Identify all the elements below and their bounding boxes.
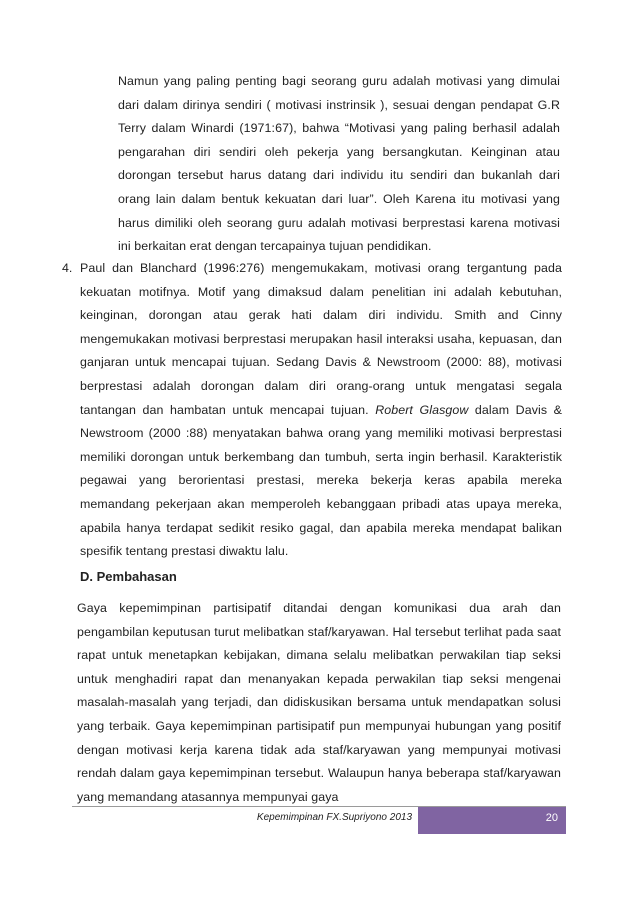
list-item-text-part1: Paul dan Blanchard (1996:276) mengemukakam, motivasi orang tergantung pada kekuatan motifnya. Motif yang dimaksud dalam penelitian ini adalah kebutuhan, keinginan, dorongan atau gerak hati dalam diri individu. Smith and Cinny mengemukakan motivasi berprestasi merupakan hasil interaksi usaha, kepuasan, dan ganjaran untuk mencapai tujuan. Sedang Davis & Newstroom (2000: 88), motivasi berprestasi adalah dorongan dalam diri orang-orang untuk mengatasi segala tantangan dan hambatan untuk mencapai tujuan. (80, 261, 562, 417)
page-number-badge (418, 807, 566, 834)
list-item-4 (62, 257, 562, 564)
list-item-body (80, 257, 562, 564)
footer-title: Kepemimpinan FX.Supriyono 2013 (256, 812, 412, 823)
list-item-text-part2: dalam Davis & Newstroom (2000 :88) menyatakan bahwa orang yang memiliki motivasi berprestasi memiliki dorongan untuk berkembang dan tumbuh, serta ingin berhasil. Karakteristik pegawai yang berorientasi prestasi, mereka bekerja keras apabila mereka memandang pekerjaan akan memperoleh kebanggaan pribadi atas upaya mereka, apabila hanya terdapat sedikit resiko gagal, dan apabila mereka mendapat balikan spesifik tentang prestasi diwaktu lalu. (80, 402, 563, 559)
author-name-italic: Robert Glasgow (375, 402, 469, 417)
list-number: 4. (62, 261, 73, 275)
paragraph-pembahasan: Gaya kepemimpinan partisipatif ditandai dengan komunikasi dua arah dan pengambilan keputusan turut melibatkan staf/karyawan. Hal tersebut terlihat pada saat rapat untuk menetapkan kebijakan, dimana selalu melibatkan perwakilan tiap seksi untuk menghadiri rapat dan menanyakan kepada perwakilan tiap seksi mengenai masalah-masalah yang terjadi, dan didiskusikan bersama untuk mendapatkan solusi yang terbaik. Gaya kepemimpinan partisipatif pun mempunyai hubungan yang positif dengan motivasi kerja karena tidak ada staf/karyawan yang mempunyai motivasi rendah dalam gaya kepemimpinan tersebut. Walaupun hanya beberapa staf/karyawan yang memandang atasannya mempunyai gaya (77, 601, 561, 804)
paragraph-motivasi-guru: Namun yang paling penting bagi seorang guru adalah motivasi yang dimulai dari dalam dirinya sendiri ( motivasi instrinsik ), sesuai dengan pendapat G.R Terry dalam Winardi (1971:67), bahwa “Motivasi yang paling berhasil adalah pengarahan diri sendiri oleh pekerja yang bersangkutan. Keinginan atau dorongan tersebut harus datang dari individu itu sendiri dan bukanlah dari orang lain dalam bentuk kekuatan dari luar”. Oleh Karena itu motivasi yang harus dimiliki oleh seorang guru adalah motivasi berprestasi karena motivasi ini berkaitan erat dengan tercapainya tujuan pendidikan. (118, 74, 560, 254)
section-heading: D. Pembahasan (80, 569, 177, 584)
page-number: 20 (545, 812, 558, 824)
